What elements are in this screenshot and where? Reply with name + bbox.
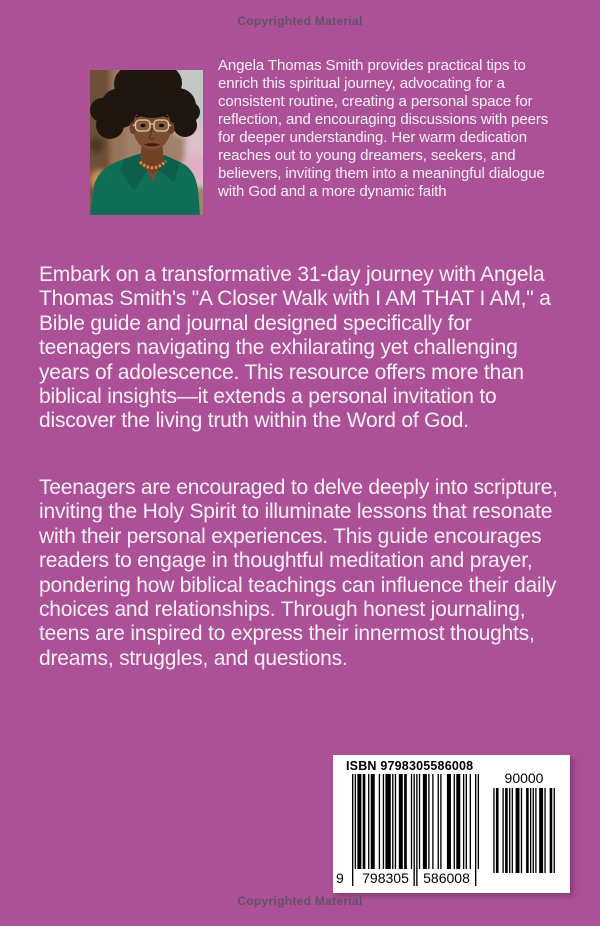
isbn-label: ISBN 9798305586008 <box>346 759 474 773</box>
author-photo <box>90 70 203 215</box>
ean5-supplement-barcode <box>492 788 556 873</box>
barcode-digit-group-2: 586008 <box>419 871 474 885</box>
barcode-digit-group-1: 798305 <box>358 871 413 885</box>
copyright-top-label: Copyrighted Material <box>237 14 363 28</box>
author-portrait-illustration <box>90 70 203 215</box>
description-paragraph-1: Embark on a transformative 31-day journey with Angela Thomas Smith's "A Closer Walk with I AM THAT I AM," a Bible guide and journal designed specifically for teenagers navigating the exhilarating yet challenging years of adolescence. This resource offers more than biblical insights—it extends a personal invitation to discover the living truth within the Word of God. <box>39 263 551 433</box>
author-bio-text: Angela Thomas Smith provides practical tips to enrich this spiritual journey, advocating for a consistent routine, creating a personal space for reflection, and encouraging discussions with peers for deeper understanding. Her warm dedication reaches out to young dreamers, seekers, and believers, inviting them into a meaningful dialogue with God and a more dynamic faith <box>218 57 549 200</box>
barcode-panel <box>333 755 570 893</box>
barcode-digit-first: 9 <box>336 870 344 886</box>
supplement-code-label: 90000 <box>504 770 544 786</box>
description-paragraph-2: Teenagers are encouraged to delve deeply into scripture, inviting the Holy Spirit to illuminate lessons that resonate with their personal experiences. This guide encourages readers to engage in thoughtful meditation and prayer, pondering how biblical teachings can influence their daily choices and relationships. Through honest journaling, teens are inspired to express their innermost thoughts, dreams, struggles, and questions. <box>39 476 558 670</box>
copyright-bottom-label: Copyrighted Material <box>237 894 363 908</box>
